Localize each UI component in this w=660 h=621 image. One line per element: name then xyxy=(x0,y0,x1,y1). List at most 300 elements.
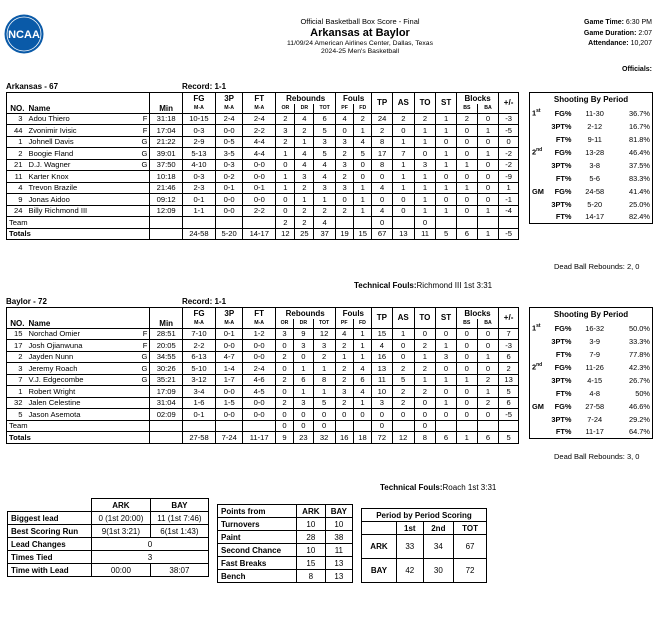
stat-or: 0 xyxy=(276,205,295,217)
player-name: Robert Wright xyxy=(27,386,140,398)
percentage: 64.7% xyxy=(629,427,650,437)
header-row xyxy=(7,308,519,319)
period-label xyxy=(530,198,546,211)
officials-label: Officials: xyxy=(622,66,652,73)
stat-fd: 0 xyxy=(353,409,371,421)
stat-tp: 0 xyxy=(372,420,393,432)
period-number: GM xyxy=(532,401,544,411)
percentage: 50.0% xyxy=(629,323,650,333)
made-attempted: 4-15 xyxy=(587,375,603,385)
stat-fg: 0-3 xyxy=(182,125,215,137)
stat-to: 1 xyxy=(414,125,436,137)
row-label: Times Tied xyxy=(8,551,92,564)
stat-pf: 4 xyxy=(335,328,353,340)
stat-as xyxy=(392,420,414,432)
stat-tot: 4 xyxy=(314,217,336,229)
stat-bs: 1 xyxy=(456,432,477,444)
stat-as: 7 xyxy=(392,148,414,160)
header-row xyxy=(8,499,209,512)
column-subheader: TOT xyxy=(313,319,335,329)
player-row xyxy=(7,148,519,160)
stat-fg: 24-58 xyxy=(182,228,215,240)
jersey-number: 44 xyxy=(7,125,27,137)
player-position xyxy=(140,397,150,409)
minutes: 17:04 xyxy=(150,125,182,137)
shooting-row xyxy=(530,172,653,185)
stat-dr: 0 xyxy=(294,420,313,432)
column-subheader: BS xyxy=(456,104,477,114)
points-row xyxy=(218,531,353,544)
column-subheader: FD xyxy=(353,319,371,329)
stat-bs: 0 xyxy=(456,205,477,217)
stat-ft: 2-2 xyxy=(243,125,276,137)
stat-three: 0-2 xyxy=(215,171,242,183)
made-attempted: 11-30 xyxy=(585,108,604,118)
stat-dr: 3 xyxy=(294,340,313,352)
stat-tot: 0 xyxy=(313,420,335,432)
summary-row xyxy=(8,512,209,525)
column-header: +/- xyxy=(499,308,519,329)
player-name: Jayden Nunn xyxy=(27,351,140,363)
stat-to: 3 xyxy=(414,159,436,171)
period-label xyxy=(530,107,546,120)
stat-as: 1 xyxy=(392,182,414,194)
period-row xyxy=(362,535,487,559)
period-label xyxy=(530,400,546,413)
stat-pf: 3 xyxy=(335,159,353,171)
shooting-row xyxy=(530,159,653,172)
stat-pm: -1 xyxy=(499,194,519,206)
stat-tp: 4 xyxy=(372,340,393,352)
player-name: Adou Thiero xyxy=(27,113,140,125)
stat-fd: 1 xyxy=(353,351,371,363)
column-header: +/- xyxy=(499,93,519,114)
stat-fd: 4 xyxy=(354,136,372,148)
minutes xyxy=(150,420,183,432)
stat-category: FT% xyxy=(555,173,572,183)
stat-three: 1-7 xyxy=(216,374,243,386)
stat-ft: 14-17 xyxy=(243,228,276,240)
percentage: 77.8% xyxy=(629,349,650,359)
period-label xyxy=(530,211,546,224)
stat-tot: 5 xyxy=(313,397,335,409)
stat-three: 4-7 xyxy=(216,351,243,363)
player-name: Zvonimir Ivisic xyxy=(27,125,140,137)
stat-as: 1 xyxy=(392,328,414,340)
player-position xyxy=(140,205,150,217)
bay-value: 13 xyxy=(325,557,352,570)
stat-pm: 1 xyxy=(499,182,519,194)
stat-pm: 6 xyxy=(499,351,519,363)
period-suffix: st xyxy=(536,108,541,115)
jersey-number: 4 xyxy=(7,182,27,194)
column-header: Name xyxy=(27,319,150,329)
minutes: 20:05 xyxy=(150,340,183,352)
team-row: Team 2 2 4 0 0 xyxy=(7,217,519,229)
percentage: 16.7% xyxy=(629,121,650,131)
header-row xyxy=(7,93,519,104)
column-header xyxy=(7,93,150,104)
stat-bs: 0 xyxy=(456,340,477,352)
header-row xyxy=(218,505,353,518)
ark-value: 0 (1st 20:00) xyxy=(91,512,150,525)
stat-three: 0-0 xyxy=(216,386,243,398)
stat-tp: 0 xyxy=(372,194,393,206)
player-position xyxy=(140,194,150,206)
player-position xyxy=(140,171,150,183)
stat-fg: 5-13 xyxy=(182,148,215,160)
made-attempted: 14-17 xyxy=(585,212,605,222)
period-row xyxy=(362,559,487,583)
stat-as: 0 xyxy=(392,205,414,217)
period-suffix: nd xyxy=(536,147,543,154)
stat-as: 2 xyxy=(392,363,414,375)
stat-to: 0 xyxy=(414,217,436,229)
player-row xyxy=(7,194,519,206)
stat-bs: 0 xyxy=(456,171,477,183)
stat-ft: 2-4 xyxy=(243,363,275,375)
stat-pf: 2 xyxy=(335,397,353,409)
column-subheader: DR xyxy=(294,319,313,329)
header-row xyxy=(362,522,487,535)
period-suffix: nd xyxy=(536,362,543,369)
made-attempted: 7-9 xyxy=(589,349,601,359)
ark-value: 8 xyxy=(297,570,326,583)
made-attempted: 4-8 xyxy=(589,388,601,398)
stat-ba: 0 xyxy=(477,136,498,148)
jersey-number: 11 xyxy=(7,171,27,183)
stat-ft: 2-4 xyxy=(243,113,276,125)
player-row xyxy=(7,125,519,137)
made-attempted: 27-58 xyxy=(585,401,605,411)
period-label xyxy=(530,120,546,133)
column-subheader: PF xyxy=(335,319,353,329)
stat-st: 1 xyxy=(436,159,457,171)
doc-header xyxy=(200,17,520,55)
stat-to: 0 xyxy=(414,148,436,160)
player-name: V.J. Edgecombe xyxy=(27,374,140,386)
stat-tot: 5 xyxy=(314,125,336,137)
column-subheader: M-A xyxy=(182,104,215,114)
made-attempted: 13-28 xyxy=(585,147,605,157)
player-name: Jonas Aidoo xyxy=(27,194,140,206)
jersey-number: 2 xyxy=(7,148,27,160)
stat-ba: 2 xyxy=(477,397,498,409)
ark-value: 9(1st 3:21) xyxy=(91,525,150,538)
player-row xyxy=(7,386,519,398)
column-header: BAY xyxy=(325,505,352,518)
player-name: Johnell Davis xyxy=(27,136,140,148)
column-header: FT xyxy=(243,93,276,104)
period-label xyxy=(530,322,546,335)
row-label: Fast Breaks xyxy=(218,557,297,570)
stat-dr: 1 xyxy=(295,136,314,148)
stat-three: 0-0 xyxy=(215,194,242,206)
stat-pf: 19 xyxy=(335,228,353,240)
stat-fg: 7-10 xyxy=(182,328,215,340)
column-header: FG xyxy=(182,93,215,104)
shooting-table xyxy=(529,307,653,439)
stat-ba: 1 xyxy=(477,148,498,160)
column-header: ARK xyxy=(91,499,150,512)
column-header: FT xyxy=(243,308,275,319)
stat-empty xyxy=(477,420,498,432)
summary-row xyxy=(8,538,209,551)
stat-as: 1 xyxy=(392,171,414,183)
made-attempted: 2-12 xyxy=(587,121,603,131)
stat-pm: -5 xyxy=(499,125,519,137)
stat-ba: 0 xyxy=(477,182,498,194)
percentage: 50% xyxy=(635,388,650,398)
stat-or: 2 xyxy=(276,136,295,148)
team-record: Record: 1-1 xyxy=(182,82,227,91)
shooting-row xyxy=(530,426,653,439)
ncaa-logo xyxy=(4,14,44,54)
shooting-row xyxy=(530,198,653,211)
stat-category: 3PT% xyxy=(551,160,572,170)
period-label xyxy=(530,159,546,172)
stat-as: 1 xyxy=(392,136,414,148)
stat-three: 0-1 xyxy=(216,328,243,340)
stat-st: 0 xyxy=(436,386,457,398)
player-row xyxy=(7,374,519,386)
stat-pf: 3 xyxy=(335,182,353,194)
stat-ft: 0-0 xyxy=(243,409,275,421)
minutes: 17:09 xyxy=(150,386,183,398)
column-header: AS xyxy=(392,308,414,329)
column-subheader: PF xyxy=(335,104,353,114)
stat-bs: 0 xyxy=(456,363,477,375)
minutes xyxy=(150,432,183,444)
team-title: Baylor - 72 xyxy=(6,297,47,306)
player-name: D.J. Wagner xyxy=(27,159,140,171)
player-position: G xyxy=(140,136,150,148)
stat-dr: 6 xyxy=(294,374,313,386)
stat-three: 0-0 xyxy=(215,125,242,137)
player-name: Norchad Omier xyxy=(27,328,140,340)
stat-category: FG% xyxy=(554,108,572,118)
stat-pf: 3 xyxy=(335,386,353,398)
stat-or: 2 xyxy=(276,217,295,229)
stat-dr: 9 xyxy=(294,328,313,340)
row-label: Biggest lead xyxy=(8,512,92,525)
logo-text: NCAA xyxy=(8,29,40,41)
row-label: Best Scoring Run xyxy=(8,525,92,538)
column-subheader: BA xyxy=(477,104,498,114)
stat-pm: 13 xyxy=(499,374,519,386)
stat-category: 3PT% xyxy=(551,414,572,424)
stat-fd: 1 xyxy=(353,340,371,352)
box-score-table xyxy=(6,307,519,444)
stat-to: 2 xyxy=(414,340,436,352)
stat-dr: 0 xyxy=(294,351,313,363)
stat-ba: 1 xyxy=(477,351,498,363)
stat-ft: 0-0 xyxy=(243,159,276,171)
stat-ft: 2-2 xyxy=(243,205,276,217)
column-header: NO. xyxy=(7,104,27,114)
player-row xyxy=(7,328,519,340)
stat-three: 7-24 xyxy=(216,432,243,444)
stat-pm: 6 xyxy=(499,397,519,409)
stat-fd: 5 xyxy=(354,148,372,160)
period-number: 2 xyxy=(532,362,537,372)
period-2-score: 34 xyxy=(423,535,454,559)
stat-as: 2 xyxy=(392,397,414,409)
minutes: 02:09 xyxy=(150,409,183,421)
stat-ft: 4-5 xyxy=(243,386,275,398)
box-score-away xyxy=(6,92,519,240)
merged-value: 3 xyxy=(91,551,208,564)
stat-pf: 3 xyxy=(335,136,353,148)
stat-ba: 0 xyxy=(477,194,498,206)
column-subheader: TOT xyxy=(314,104,336,114)
box-score-table xyxy=(6,92,519,240)
stat-empty xyxy=(335,420,353,432)
period-number: 2 xyxy=(532,147,537,157)
stat-tp: 15 xyxy=(372,328,393,340)
stat-pm: -2 xyxy=(499,148,519,160)
shooting-row xyxy=(530,387,653,400)
stat-category: FG% xyxy=(554,323,572,333)
stat-tot: 2 xyxy=(313,351,335,363)
period-label xyxy=(530,361,546,374)
stat-pm: -3 xyxy=(499,340,519,352)
points-row xyxy=(218,518,353,531)
stat-three: 1-4 xyxy=(216,363,243,375)
stat-dr: 1 xyxy=(294,363,313,375)
period-scoring-table xyxy=(361,508,487,583)
jersey-number: 5 xyxy=(7,409,27,421)
player-position: F xyxy=(140,340,150,352)
stat-ft: 0-0 xyxy=(243,351,275,363)
stat-category: FG% xyxy=(554,186,572,196)
percentage: 26.7% xyxy=(629,375,650,385)
stat-empty xyxy=(354,217,372,229)
column-header: Rebounds xyxy=(276,93,336,104)
stat-st: 0 xyxy=(436,328,457,340)
stat-empty xyxy=(499,420,519,432)
column-header: NO. xyxy=(7,319,27,329)
row-label: Lead Changes xyxy=(8,538,92,551)
technical-fouls-value: Richmond III 1st 3:31 xyxy=(416,281,493,290)
column-header: 2nd xyxy=(423,522,454,535)
stat-fg: 0-1 xyxy=(182,194,215,206)
minutes: 35:21 xyxy=(150,374,183,386)
stat-pm: 5 xyxy=(499,432,519,444)
stat-empty xyxy=(243,217,276,229)
percentage: 42.3% xyxy=(629,362,650,372)
dead-ball-rebounds: Dead Ball Rebounds: 3, 0 xyxy=(554,452,640,461)
minutes: 10:18 xyxy=(150,171,182,183)
stat-pf: 1 xyxy=(335,351,353,363)
stat-dr: 2 xyxy=(295,217,314,229)
stat-dr: 4 xyxy=(295,148,314,160)
stat-or: 12 xyxy=(276,228,295,240)
stat-dr: 1 xyxy=(295,194,314,206)
stat-bs: 0 xyxy=(456,328,477,340)
player-position: G xyxy=(140,374,150,386)
technical-fouls xyxy=(380,483,496,492)
minutes: 28:51 xyxy=(150,328,183,340)
stat-st: 1 xyxy=(436,148,457,160)
totals-row: Totals 24-58 5-20 14-17 12 25 37 19 15 67 13 11 5 6 1 -5 xyxy=(7,228,519,240)
stat-to: 8 xyxy=(414,432,436,444)
stat-tp: 11 xyxy=(372,374,393,386)
stat-as xyxy=(392,217,414,229)
shooting-row xyxy=(530,374,653,387)
stat-tp: 2 xyxy=(372,125,393,137)
stat-category: FG% xyxy=(554,401,572,411)
player-name: Karter Knox xyxy=(27,171,140,183)
percentage: 37.5% xyxy=(629,160,650,170)
minutes: 21:22 xyxy=(150,136,182,148)
team-label: BAY xyxy=(362,559,397,583)
stat-tot: 3 xyxy=(314,182,336,194)
stat-st: 1 xyxy=(436,113,457,125)
stat-fd: 15 xyxy=(354,228,372,240)
doc-title: Official Basketball Box Score - Final xyxy=(300,17,420,26)
corner xyxy=(8,499,92,512)
player-position xyxy=(140,386,150,398)
period-1-score: 33 xyxy=(396,535,423,559)
column-subheader: DR xyxy=(295,104,314,114)
stat-bs: 2 xyxy=(456,113,477,125)
percentage: 46.6% xyxy=(629,401,650,411)
stat-tot: 6 xyxy=(314,113,336,125)
stat-three: 0-0 xyxy=(216,340,243,352)
stat-tot: 37 xyxy=(314,228,336,240)
column-header xyxy=(150,93,182,104)
stat-tot: 3 xyxy=(314,136,336,148)
period-label xyxy=(530,374,546,387)
stat-tp: 4 xyxy=(372,205,393,217)
stat-fd: 0 xyxy=(354,171,372,183)
summary-row xyxy=(8,551,209,564)
column-header: TP xyxy=(372,308,393,329)
stat-st: 1 xyxy=(436,374,457,386)
shooting-row xyxy=(530,146,653,159)
period-label xyxy=(530,348,546,361)
percentage: 81.8% xyxy=(629,134,650,144)
total-score: 72 xyxy=(454,559,487,583)
stat-or: 3 xyxy=(275,328,293,340)
player-row xyxy=(7,351,519,363)
period-2-score: 30 xyxy=(423,559,454,583)
stat-pf: 2 xyxy=(335,374,353,386)
stat-three: 0-3 xyxy=(215,159,242,171)
column-header: Blocks xyxy=(456,93,498,104)
stat-category: FT% xyxy=(555,134,572,144)
stat-tot: 4 xyxy=(314,159,336,171)
stat-three: 3-5 xyxy=(215,148,242,160)
stat-ft: 0-0 xyxy=(243,171,276,183)
stat-or: 0 xyxy=(276,159,295,171)
row-label: Turnovers xyxy=(218,518,297,531)
title-row: Shooting By Period xyxy=(553,95,629,105)
stat-dr: 2 xyxy=(295,125,314,137)
stat-fd: 1 xyxy=(354,205,372,217)
percentage: 83.3% xyxy=(629,173,650,183)
player-position: G xyxy=(140,363,150,375)
stat-dr: 2 xyxy=(295,182,314,194)
stat-pm: -5 xyxy=(499,409,519,421)
period-number: GM xyxy=(532,186,544,196)
stat-fd: 0 xyxy=(354,159,372,171)
table-title: Points from xyxy=(218,505,297,518)
shooting-by-period-away xyxy=(529,92,653,224)
points-from-table xyxy=(217,504,353,583)
stat-as: 0 xyxy=(392,340,414,352)
